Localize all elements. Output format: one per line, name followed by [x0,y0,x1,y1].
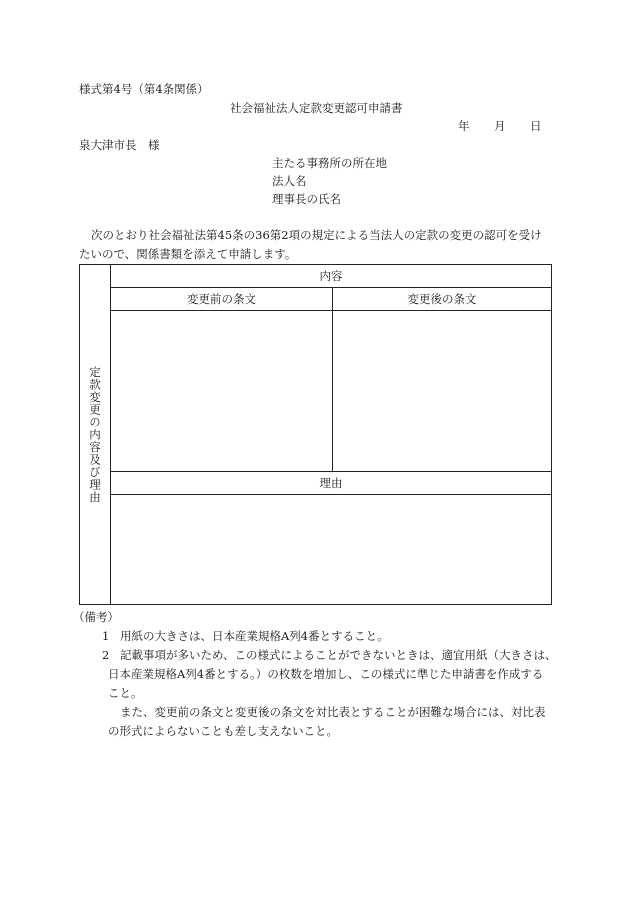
address-label: 主たる事務所の所在地 [272,156,387,170]
note-2-number: 2 [102,648,110,662]
before-text-area[interactable] [111,311,332,471]
date-day-label: 日 [530,119,542,133]
note-2-line-1: 記載事項が多いため、この様式によることができないときは、適宜用紙（大きさは、 [120,648,557,662]
before-header: 変更前の条文 [187,292,256,306]
reason-top-divider [111,471,551,472]
director-label: 理事長の氏名 [272,192,341,206]
intro-line-1: 次のとおり社会福祉法第45条の36第2項の規定による当法人の定款の変更の認可を受け [91,228,542,242]
note-2-line-2: 日本産業規格A列4番とする。）の枚数を増加し、この様式に準じた申請書を作成する [108,667,544,681]
intro-line-2: たいので、関係書類を添えて申請します。 [79,247,297,261]
form-number: 様式第4号（第4条関係） [79,82,209,96]
amendment-table [79,264,552,605]
page-title: 社会福祉法人定款変更認可申請書 [230,101,403,115]
side-label: 定款変更の内容及び理由 [88,365,102,504]
reason-header: 理由 [319,476,343,490]
after-header: 変更後の条文 [407,292,477,306]
note-2-line-3: こと。 [108,686,143,700]
reason-text-area[interactable] [111,495,551,604]
date-month-label: 月 [494,119,506,133]
content-header: 内容 [319,269,343,283]
addressee: 泉大津市長 様 [79,138,160,152]
note-2-line-4: また、変更前の条文と変更後の条文を対比表とすることが困難な場合には、対比表 [120,705,546,719]
note-2-line-5: の形式によらないことも差し支えないこと。 [108,724,338,738]
note-1-number: 1 [102,629,110,643]
corp-name-label: 法人名 [272,174,307,188]
side-label-cell [80,265,110,604]
note-1-text: 用紙の大きさは、日本産業規格A列4番とすること。 [120,629,389,643]
date-year-label: 年 [458,119,470,133]
notes-heading: （備考） [73,610,119,624]
after-text-area[interactable] [333,311,551,471]
content-header-divider [111,287,551,288]
